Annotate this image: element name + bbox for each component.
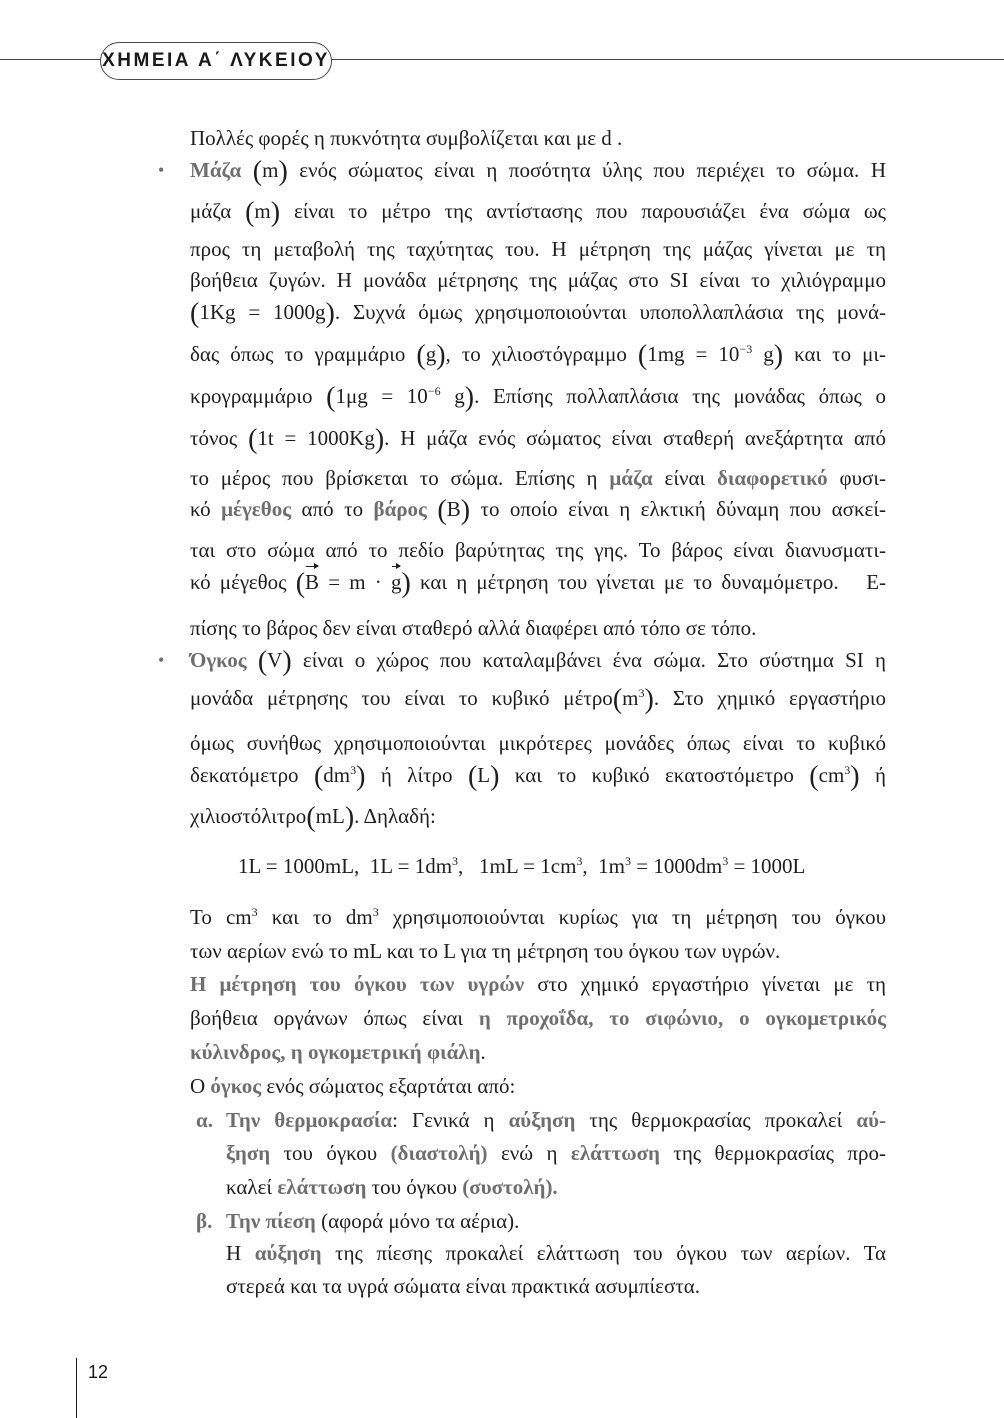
bullet-icon: • (158, 650, 165, 670)
text-line: ται στο σώμα από το πεδίο βαρύτητας της γης. Το βάρος είναι διανυσματι- (190, 538, 886, 562)
text-line: • Μάζα (m) ενός σώματος είναι η ποσότητα ύλης που περιέχει το σώμα. Η (158, 156, 887, 187)
list-item: στερεά και τα υγρά σώματα είναι πρακτικά ασυμπίεστα. (226, 1274, 700, 1298)
text-line: το μέρος που βρίσκεται το σώμα. Επίσης η μάζα είναι διαφορετικό φυσι- (190, 466, 886, 490)
footer-rule (76, 1358, 77, 1418)
equation-line: 1L = 1000mL, $1L = 1dm^3$, $1mL = 1cm^3$, $1m^3 = 1000dm^3 = 1000L$ (238, 854, 806, 878)
text-line: • Όγκος (V) είναι ο χώρος που καταλαμβάνει ένα σώμα. Στο σύστημα SI η (158, 646, 887, 677)
text-line: μονάδα μέτρησης του είναι το κυβικό $\mu έ\tau\rho o(m^3)$. Στο χημικό εργαστήριο (190, 684, 886, 715)
text-line: τόνος (1t = 1000Kg). Η μάζα ενός σώματος είναι σταθερή ανεξάρτητα από (190, 424, 887, 455)
text-line: κύλινδρος, η ογκομετρική φιάλη. (190, 1040, 486, 1064)
text-line: των αερίων ενώ το mL και το L για τη μέτρηση του όγκου των υγρών. (190, 939, 781, 963)
text-line: βοήθεια οργάνων όπως είναι η προχοΐδα, το σιφώνιο, ο ογκομετρικός (190, 1006, 886, 1030)
text-line: βοήθεια ζυγών. Η μονάδα μέτρησης της μάζας στο SI είναι το χιλιόγραμμο (190, 268, 886, 292)
text-line: κρογραμμάριο ($1\mu g = 10^{-6}$ g). Επίσης πολλαπλάσια της μονάδας όπως ο (190, 382, 886, 413)
text-line: Πολλές φορές η πυκνότητα συμβολίζεται και με d . (190, 126, 623, 150)
text-line: δας όπως το γραμμάριο (g), το χιλιοστόγραμμο ($1mg = 10^{-3}$ g) και το μι- (190, 340, 887, 371)
text-line: κό μέγεθος από το βάρος (B) το οποίο είναι η ελκτική δύναμη που ασκεί- (190, 495, 887, 526)
text-line: (1Kg = 1000g). Συχνά όμως χρησιμοποιούνται υποπολλαπλάσια της μονά- (190, 298, 886, 329)
list-item: α. Την θερμοκρασία: Γενικά η αύξηση της θερμοκρασίας προκαλεί αύ- (196, 1108, 887, 1132)
text-line: δεκατόμετρο $(dm^3)$ ή λίτρο (L) και το κυβικό εκατοστόμετρο $(cm^3)$ ή (190, 761, 886, 792)
list-item: Η αύξηση της πίεσης προκαλεί ελάττωση του όγκου των αερίων. Τα (226, 1241, 886, 1265)
text-line: κό μέγεθος (B = m · g) και η μέτρηση του γίνεται με το δυναμόμετρο. Ε- (190, 568, 887, 599)
text-line: χιλιοστόλιτρο(mL). Δηλαδή: (190, 802, 436, 833)
text-line: Ο όγκος ενός σώματος εξαρτάται από: (190, 1074, 516, 1098)
list-item: καλεί ελάττωση του όγκου (συστολή). (226, 1175, 558, 1199)
list-item: ξηση του όγκου (διαστολή) ενώ η ελάττωση της θερμοκρασίας προ- (226, 1141, 886, 1165)
list-item: β. Την πίεση (αφορά μόνο τα αέρια). (196, 1209, 520, 1233)
text-line: μάζα (m) είναι το μέτρο της αντίστασης που παρουσιάζει ένα σώμα ως (190, 197, 887, 228)
text-line: όμως συνήθως χρησιμοποιούνται μικρότερες μονάδες όπως είναι το κυβικό (190, 731, 886, 755)
text-line: προς τη μεταβολή της ταχύτητας του. Η μέτρηση της μάζας γίνεται με τη (190, 237, 886, 261)
text-line: Η μέτρηση του όγκου των υγρών στο χημικό εργαστήριο γίνεται με τη (190, 972, 887, 996)
page-number: 12 (88, 1362, 109, 1382)
running-header: ΧΗΜΕΙΑ Α΄ ΛΥΚΕΙΟΥ (100, 42, 332, 80)
text-line: Το $cm^3$ και το $dm^3$ χρησιμοποιούνται κυρίως για τη μέτρηση του όγκου (190, 905, 886, 929)
text-line: πίσης το βάρος δεν είναι σταθερό αλλά διαφέρει από τόπο σε τόπο. (190, 616, 757, 640)
bullet-icon: • (158, 160, 165, 180)
